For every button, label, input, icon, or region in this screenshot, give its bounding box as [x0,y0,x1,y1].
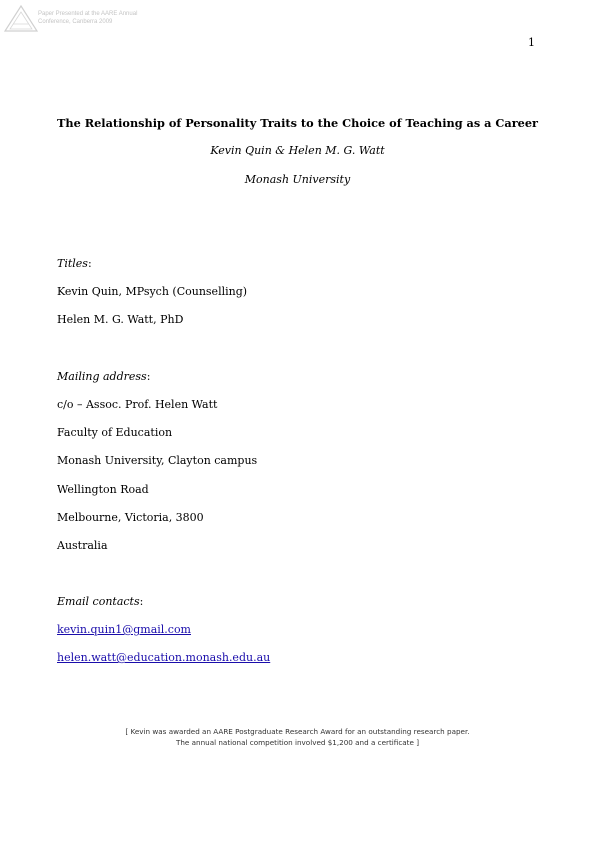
mailing-heading [57,370,150,383]
email-link-helen-text[interactable]: helen.watt@education.monash.edu.au [57,651,271,664]
page-number: 1 [528,36,535,49]
paper-title: The Relationship of Personality Traits to the Choice of Teaching as a Career [56,116,539,130]
address-line: Wellington Road [57,483,149,496]
email-heading-text: Email contacts [57,595,140,608]
email-link-kevin-text[interactable]: kevin.quin1@gmail.com [57,623,191,636]
award-note [0,726,595,748]
paper-authors: Kevin Quin & Helen M. G. Watt [210,144,385,157]
paper-institution: Monash University [244,173,351,186]
titles-line: Helen M. G. Watt, PhD [57,313,184,326]
titles-heading-colon: : [87,257,92,270]
award-note-line-2: The annual national competition involved $1,200 and a certificate ] [175,738,420,747]
address-line: Monash University, Clayton campus [57,454,258,467]
address-line: Faculty of Education [57,426,173,439]
titles-line: Kevin Quin, MPsych (Counselling) [57,285,248,298]
email-heading [57,595,143,608]
email-heading-colon: : [139,595,144,608]
email-link-kevin[interactable] [57,623,191,636]
address-line: Australia [57,539,108,552]
titles-heading [57,257,92,270]
email-link-helen[interactable] [57,651,270,664]
award-note-line-1: [ Kevin was awarded an AARE Postgraduate Research Award for an outstanding research paper. [125,727,470,736]
conference-note [38,10,188,26]
mailing-heading-colon: : [146,370,151,383]
aare-logo-icon [4,5,38,37]
conference-note-line-2: Conference, Canberra 2009 [38,19,113,25]
conference-note-line-1: Paper Presented at the AARE Annual [38,11,138,17]
address-line: Melbourne, Victoria, 3800 [57,511,204,524]
titles-heading-text: Titles [57,257,88,270]
address-line: c/o – Assoc. Prof. Helen Watt [57,398,218,411]
mailing-heading-text: Mailing address [57,370,147,383]
